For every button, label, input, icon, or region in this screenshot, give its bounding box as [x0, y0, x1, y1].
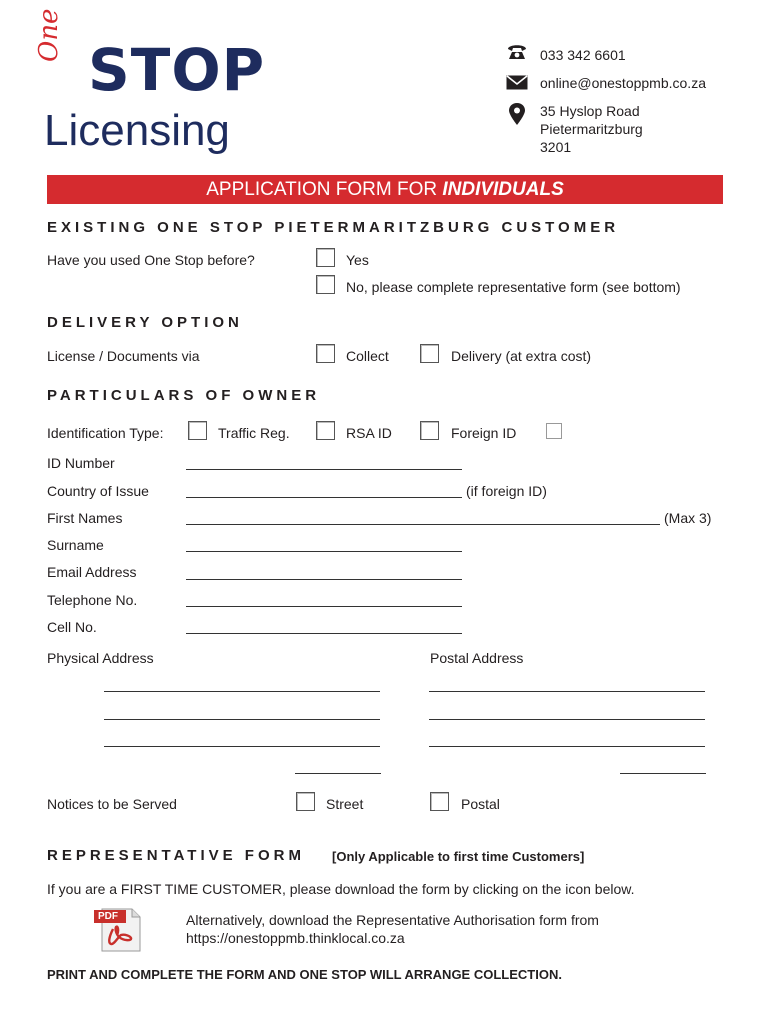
surname-label: Surname [47, 537, 104, 553]
notices-label: Notices to be Served [47, 796, 177, 812]
pdf-label: PDF [98, 911, 118, 922]
street-checkbox[interactable] [296, 792, 315, 811]
no-label: No, please complete representative form (see bottom) [346, 279, 681, 295]
extra-checkbox[interactable] [546, 423, 562, 439]
postal-address-line-2[interactable] [429, 719, 705, 720]
postal-address-code[interactable] [620, 773, 706, 774]
logo-licensing-text: Licensing [44, 106, 230, 155]
address-line-2: Pietermaritzburg [540, 121, 643, 137]
address-line-3: 3201 [540, 139, 572, 155]
address-line-1: 35 Hyslop Road [540, 103, 640, 119]
cell-label: Cell No. [47, 619, 97, 635]
surname-field[interactable] [186, 551, 462, 552]
physical-address-label: Physical Address [47, 650, 154, 666]
used-before-question: Have you used One Stop before? [47, 252, 255, 268]
no-checkbox[interactable] [316, 275, 335, 294]
envelope-icon [506, 75, 528, 95]
postal-label: Postal [461, 796, 500, 812]
max3-note: (Max 3) [664, 510, 712, 526]
physical-address-code[interactable] [295, 773, 381, 774]
phone-icon [506, 43, 528, 66]
collect-checkbox[interactable] [316, 344, 335, 363]
id-type-label: Identification Type: [47, 425, 164, 441]
postal-address-label: Postal Address [430, 650, 524, 666]
form-title-italic: INDIVIDUALS [442, 179, 564, 200]
pdf-download-icon[interactable] [94, 907, 142, 953]
country-label: Country of Issue [47, 483, 149, 499]
email-address: online@onestoppmb.co.za [540, 75, 706, 91]
foreign-id-checkbox[interactable] [420, 421, 439, 440]
if-foreign-note: (if foreign ID) [466, 483, 547, 499]
first-names-field[interactable] [186, 524, 660, 525]
foreign-id-label: Foreign ID [451, 425, 517, 441]
alternative-url[interactable]: https://onestoppmb.thinklocal.co.za [186, 930, 405, 946]
representative-heading: REPRESENTATIVE FORM [47, 847, 305, 864]
physical-address-line-2[interactable] [104, 719, 380, 720]
yes-label: Yes [346, 252, 369, 268]
representative-subheading: [Only Applicable to first time Customers] [332, 849, 585, 864]
existing-customer-heading: EXISTING ONE STOP PIETERMARITZBURG CUSTOMER [47, 219, 620, 236]
owner-heading: PARTICULARS OF OWNER [47, 387, 321, 404]
logo-one-text: One [34, 8, 64, 62]
print-note: PRINT AND COMPLETE THE FORM AND ONE STOP WILL ARRANGE COLLECTION. [47, 967, 562, 982]
id-number-field[interactable] [186, 469, 462, 470]
yes-checkbox[interactable] [316, 248, 335, 267]
rsa-id-label: RSA ID [346, 425, 392, 441]
email-field[interactable] [186, 579, 462, 580]
physical-address-line-3[interactable] [104, 746, 380, 747]
form-title-banner [47, 175, 723, 204]
street-label: Street [326, 796, 364, 812]
cell-field[interactable] [186, 633, 462, 634]
delivery-checkbox[interactable] [420, 344, 439, 363]
telephone-label: Telephone No. [47, 592, 138, 608]
physical-address-line-1[interactable] [104, 691, 380, 692]
first-names-label: First Names [47, 510, 123, 526]
delivery-option-heading: DELIVERY OPTION [47, 314, 243, 331]
delivery-extra-label: Delivery (at extra cost) [451, 348, 592, 364]
rsa-id-checkbox[interactable] [316, 421, 335, 440]
delivery-label: License / Documents via [47, 348, 200, 364]
alternative-line-1: Alternatively, download the Representative Authorisation form from [186, 912, 599, 928]
traffic-reg-checkbox[interactable] [188, 421, 207, 440]
first-time-instruction: If you are a FIRST TIME CUSTOMER, please download the form by clicking on the icon below. [47, 881, 635, 897]
postal-address-line-1[interactable] [429, 691, 705, 692]
logo-stop-text: STOP [88, 36, 266, 104]
traffic-reg-label: Traffic Reg. [218, 425, 290, 441]
postal-address-line-3[interactable] [429, 746, 705, 747]
phone-number: 033 342 6601 [540, 47, 626, 63]
map-pin-icon [509, 103, 525, 130]
postal-checkbox[interactable] [430, 792, 449, 811]
email-label: Email Address [47, 564, 137, 580]
id-number-label: ID Number [47, 455, 115, 471]
form-title-plain: APPLICATION FORM FOR [206, 179, 443, 200]
country-field[interactable] [186, 497, 462, 498]
collect-label: Collect [346, 348, 389, 364]
telephone-field[interactable] [186, 606, 462, 607]
